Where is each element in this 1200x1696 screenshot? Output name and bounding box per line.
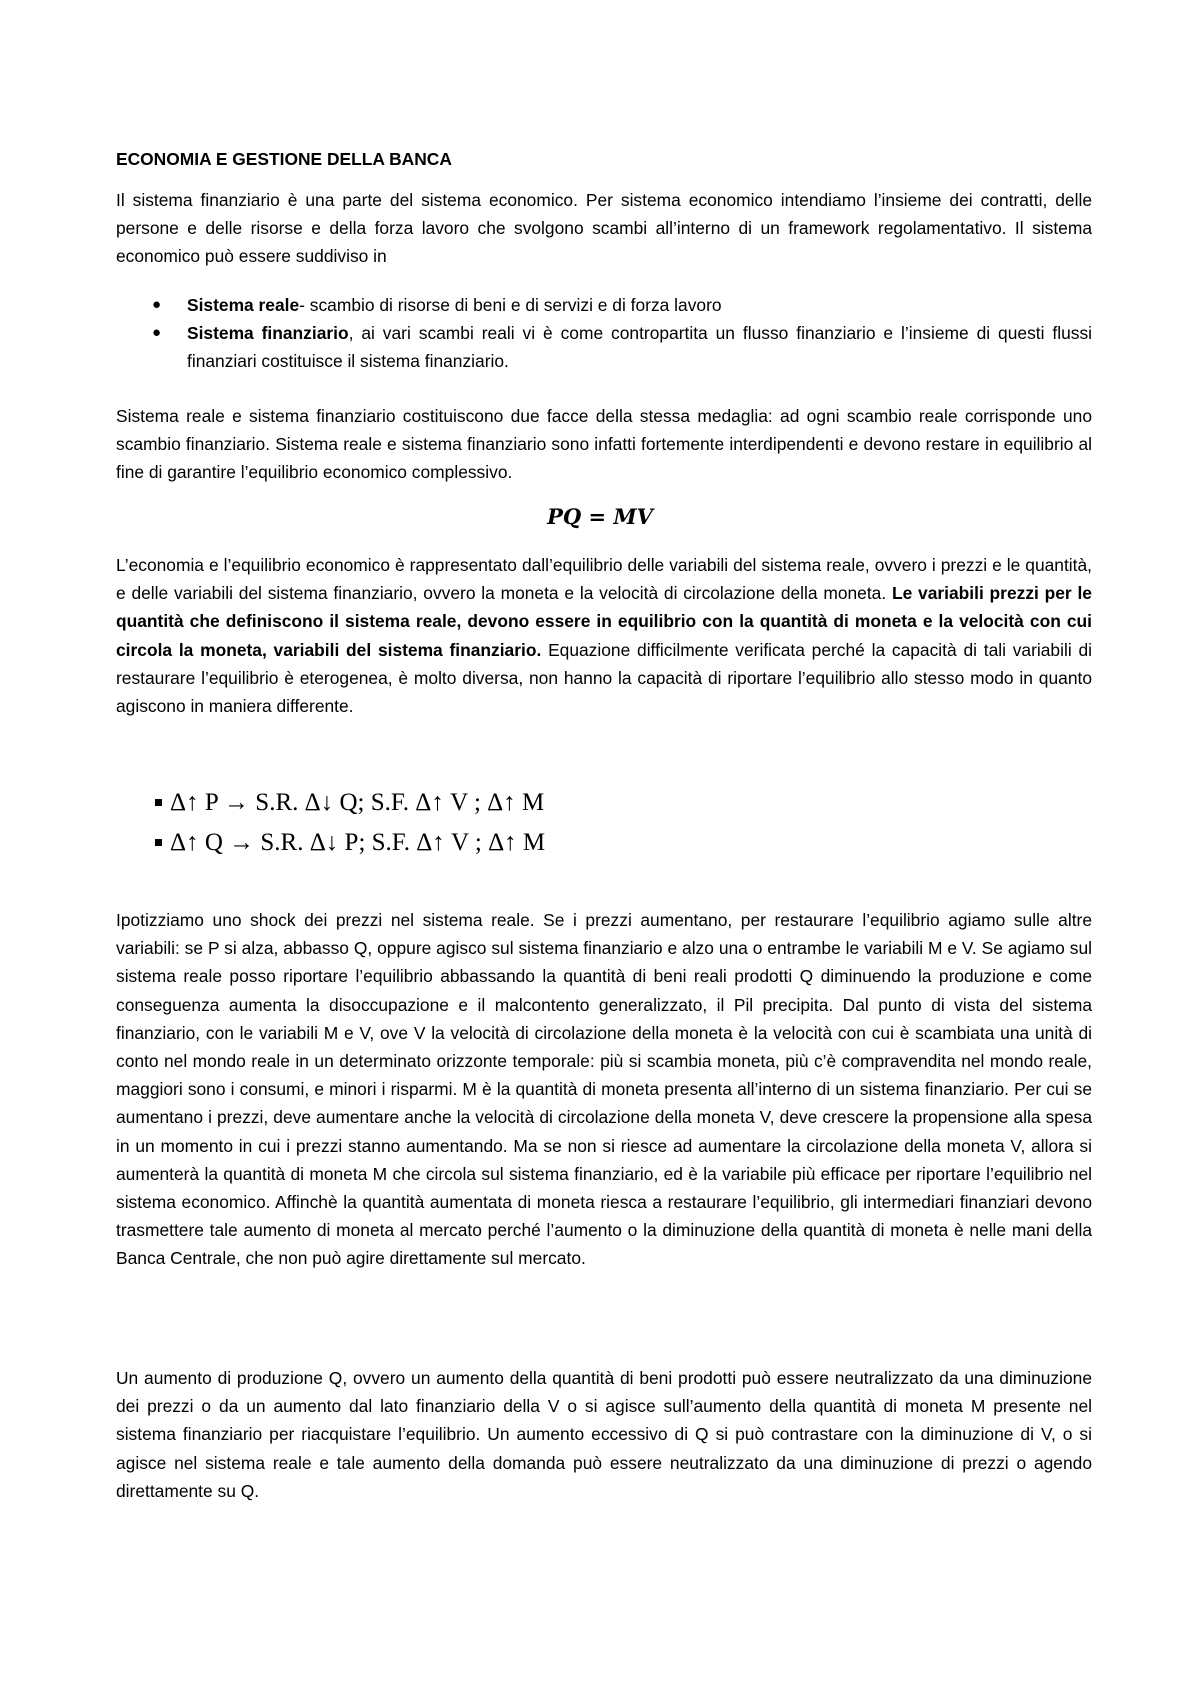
square-bullet-icon xyxy=(155,839,162,846)
intro-paragraph: Il sistema finanziario è una parte del sistema economico. Per sistema economico intendiamo l’insieme dei contratti, delle persone e delle risorse e della forza lavoro che svolgono scambi all’interno di un framework regolamentativo. Il sistema economico può essere suddiviso in xyxy=(116,190,1092,267)
list-item-text: - scambio di risorse di beni e di servizi e di forza lavoro xyxy=(299,295,722,315)
paragraph-interdependence: Sistema reale e sistema finanziario costituiscono due facce della stessa medaglia: ad ogni scambio reale corrisponde uno scambio finanziario. Sistema reale e sistema finanziario sono infatti fortemente interdipendenti e devono restare in equilibrio al fine di garantire l’equilibrio economico complessivo. xyxy=(116,406,1092,483)
list-item-text: , ai vari scambi reali vi è come contropartita un flusso finanziario e l’insieme di questi flussi finanziari costituisce il sistema finanziario. xyxy=(187,323,1093,372)
paragraph-equilibrium-part1: L’economia e l’equilibrio economico è rappresentato dall’equilibrio delle variabili del sistema reale, ovvero i prezzi e le quantità, e delle variabili del sistema finanziario, ovvero la moneta e la velocità di circolazione della moneta. xyxy=(116,555,1092,604)
formula-text: Δ↑ Q → S.R. Δ↓ P; S.F. Δ↑ V ; Δ↑ M xyxy=(170,829,546,856)
systems-list xyxy=(116,291,1092,376)
list-item xyxy=(116,291,1092,319)
paragraph-equilibrium xyxy=(116,551,1092,720)
paragraph-price-shock: Ipotizziamo uno shock dei prezzi nel sistema reale. Se i prezzi aumentano, per restaurare l’equilibrio agiamo sulle altre variabili: se P si alza, abbasso Q, oppure agisco sul sistema finanziario e alzo una o entrambe le variabili M e V. Se agiamo sul sistema reale posso riportare l’equilibrio abbassando la quantità di beni reali prodotti Q diminuendo la produzione e come conseguenza aumenta la disoccupazione e il malcontento generalizzato, il Pil precipita. Dal punto di vista del sistema finanziario, con le variabili M e V, ove V la velocità di circolazione della moneta è la velocità con cui è scambiata una unità di conto nel mondo reale in un determinato orizzonte temporale: più si scambia moneta, più c’è compravendita nel mondo reale, maggiori sono i consumi, e minori i risparmi. M è la quantità di moneta presenta all’interno di un sistema finanziario. Per cui se aumentano i prezzi, deve aumentare anche la velocità di circolazione della moneta V, deve crescere la propensione alla spesa in un momento in cui i prezzi stanno aumentando. Ma se non si riesce ad aumentare la circolazione della moneta V, allora si aumenterà la quantità di moneta M che circola sul sistema finanziario, ed è la variabile più efficace per riportare l’equilibrio nel sistema economico. Affinchè la quantità aumentata di moneta riesca a restaurare l’equilibrio, gli intermediari finanziari devono trasmettere tale aumento di moneta al mercato perché l’aumento o la diminuzione della quantità di moneta è nelle mani della Banca Centrale, che non può agire direttamente sul mercato. xyxy=(116,910,1092,1269)
formula-line xyxy=(155,783,545,823)
equation-pq-mv: PQ = MV xyxy=(547,504,653,529)
square-bullet-icon xyxy=(155,799,162,806)
formula-text: Δ↑ P → S.R. Δ↓ Q; S.F. Δ↑ V ; Δ↑ M xyxy=(170,789,545,816)
list-item xyxy=(116,319,1092,375)
paragraph-production-increase: Un aumento di produzione Q, ovvero un aumento della quantità di beni prodotti può essere neutralizzato da una diminuzione dei prezzi o da un aumento dal lato finanziario della V o si agisce sull’aumento della quantità di moneta M presente nel sistema finanziario per riacquistare l’equilibrio. Un aumento eccessivo di Q si può contrastare con la diminuzione di V, o si agisce nel sistema reale e tale aumento della domanda può essere neutralizzato da una diminuzione di prezzi o agendo direttamente su Q. xyxy=(116,1368,1092,1501)
document-title: ECONOMIA E GESTIONE DELLA BANCA xyxy=(116,149,452,169)
list-item-term: Sistema reale xyxy=(187,295,300,315)
bullet-icon: ● xyxy=(152,324,162,342)
formula-line xyxy=(155,823,545,863)
bullet-icon: ● xyxy=(152,296,162,313)
paragraph-equilibrium-bold: Le variabili prezzi per le quantità che definiscono il sistema reale, devono essere in equilibrio con la quantità di moneta e la velocità con cui circola la moneta, variabili del sistema finanziario. xyxy=(116,583,1092,660)
shock-formulas xyxy=(155,783,545,863)
list-item-term: Sistema finanziario xyxy=(187,323,349,344)
paragraph-equilibrium-part2: Equazione difficilmente verificata perché la capacità di tali variabili di restaurare l’equilibrio è eterogenea, è molto diversa, non hanno la capacità di riportare l’equilibrio allo stesso modo in quanto agiscono in maniera differente. xyxy=(116,639,1093,717)
